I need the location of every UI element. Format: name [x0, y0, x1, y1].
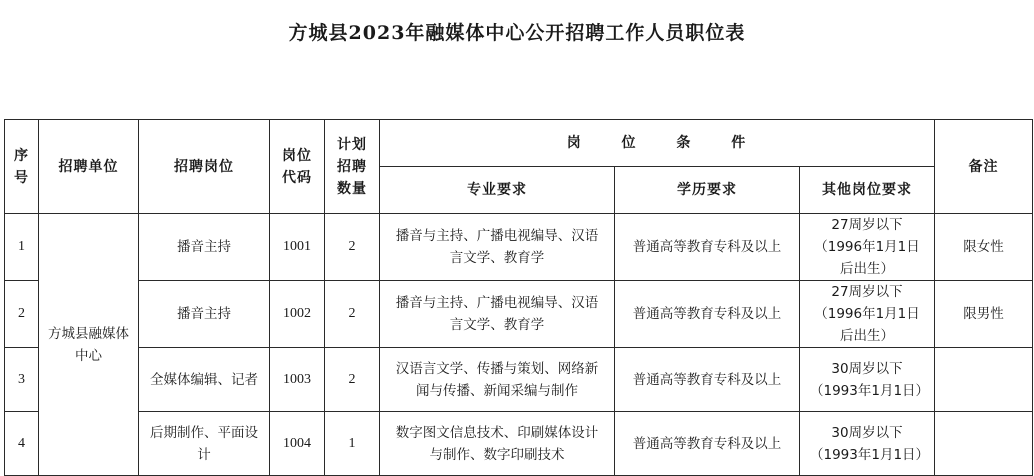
positions-table-wrapper: [4, 119, 1032, 476]
cell-seq: 4: [5, 412, 39, 476]
cell-seq: 1: [5, 214, 39, 281]
cell-seq: 3: [5, 348, 39, 412]
header-row-main: [5, 120, 1033, 167]
positions-table: [4, 119, 1033, 476]
table-row: [5, 214, 1033, 281]
cell-seq: 2: [5, 281, 39, 348]
table-row: [5, 348, 1033, 412]
header-unit: 招聘单位: [39, 120, 139, 214]
cell-major: 汉语言文学、传播与策划、网络新闻与传播、新闻采编与制作: [380, 348, 615, 412]
header-remark: 备注: [935, 120, 1033, 214]
cell-code: 1004: [270, 412, 325, 476]
cell-position: 播音主持: [139, 281, 270, 348]
cell-education: 普通高等教育专科及以上: [615, 281, 800, 348]
cell-major: 数字图文信息技术、印刷媒体设计与制作、数字印刷技术: [380, 412, 615, 476]
cell-other: 27周岁以下（1996年1月1日后出生）: [800, 214, 935, 281]
cell-position: 播音主持: [139, 214, 270, 281]
header-code: 岗位代码: [270, 120, 325, 214]
cell-code: 1002: [270, 281, 325, 348]
cell-education: 普通高等教育专科及以上: [615, 412, 800, 476]
header-major: 专业要求: [380, 167, 615, 214]
cell-other: 30周岁以下（1993年1月1日）: [800, 348, 935, 412]
cell-other: 30周岁以下（1993年1月1日）: [800, 412, 935, 476]
header-position: 招聘岗位: [139, 120, 270, 214]
cell-remark: 限男性: [935, 281, 1033, 348]
cell-code: 1003: [270, 348, 325, 412]
cell-position: 全媒体编辑、记者: [139, 348, 270, 412]
header-seq: 序号: [5, 120, 39, 214]
table-row: [5, 412, 1033, 476]
header-education: 学历要求: [615, 167, 800, 214]
cell-unit: 方城县融媒体中心: [39, 214, 139, 476]
cell-count: 2: [325, 214, 380, 281]
cell-count: 2: [325, 348, 380, 412]
cell-remark: [935, 348, 1033, 412]
cell-major: 播音与主持、广播电视编导、汉语言文学、教育学: [380, 214, 615, 281]
document-title: 方城县2023年融媒体中心公开招聘工作人员职位表: [288, 22, 746, 44]
cell-other: 27周岁以下（1996年1月1日后出生）: [800, 281, 935, 348]
cell-count: 2: [325, 281, 380, 348]
cell-position: 后期制作、平面设计: [139, 412, 270, 476]
header-other: 其他岗位要求: [800, 167, 935, 214]
header-conditions: 岗 位 条 件: [380, 120, 935, 167]
cell-remark: 限女性: [935, 214, 1033, 281]
cell-education: 普通高等教育专科及以上: [615, 214, 800, 281]
cell-major: 播音与主持、广播电视编导、汉语言文学、教育学: [380, 281, 615, 348]
cell-education: 普通高等教育专科及以上: [615, 348, 800, 412]
cell-remark: [935, 412, 1033, 476]
cell-code: 1001: [270, 214, 325, 281]
header-plan-count: 计划招聘数量: [325, 120, 380, 214]
cell-count: 1: [325, 412, 380, 476]
table-row: [5, 281, 1033, 348]
